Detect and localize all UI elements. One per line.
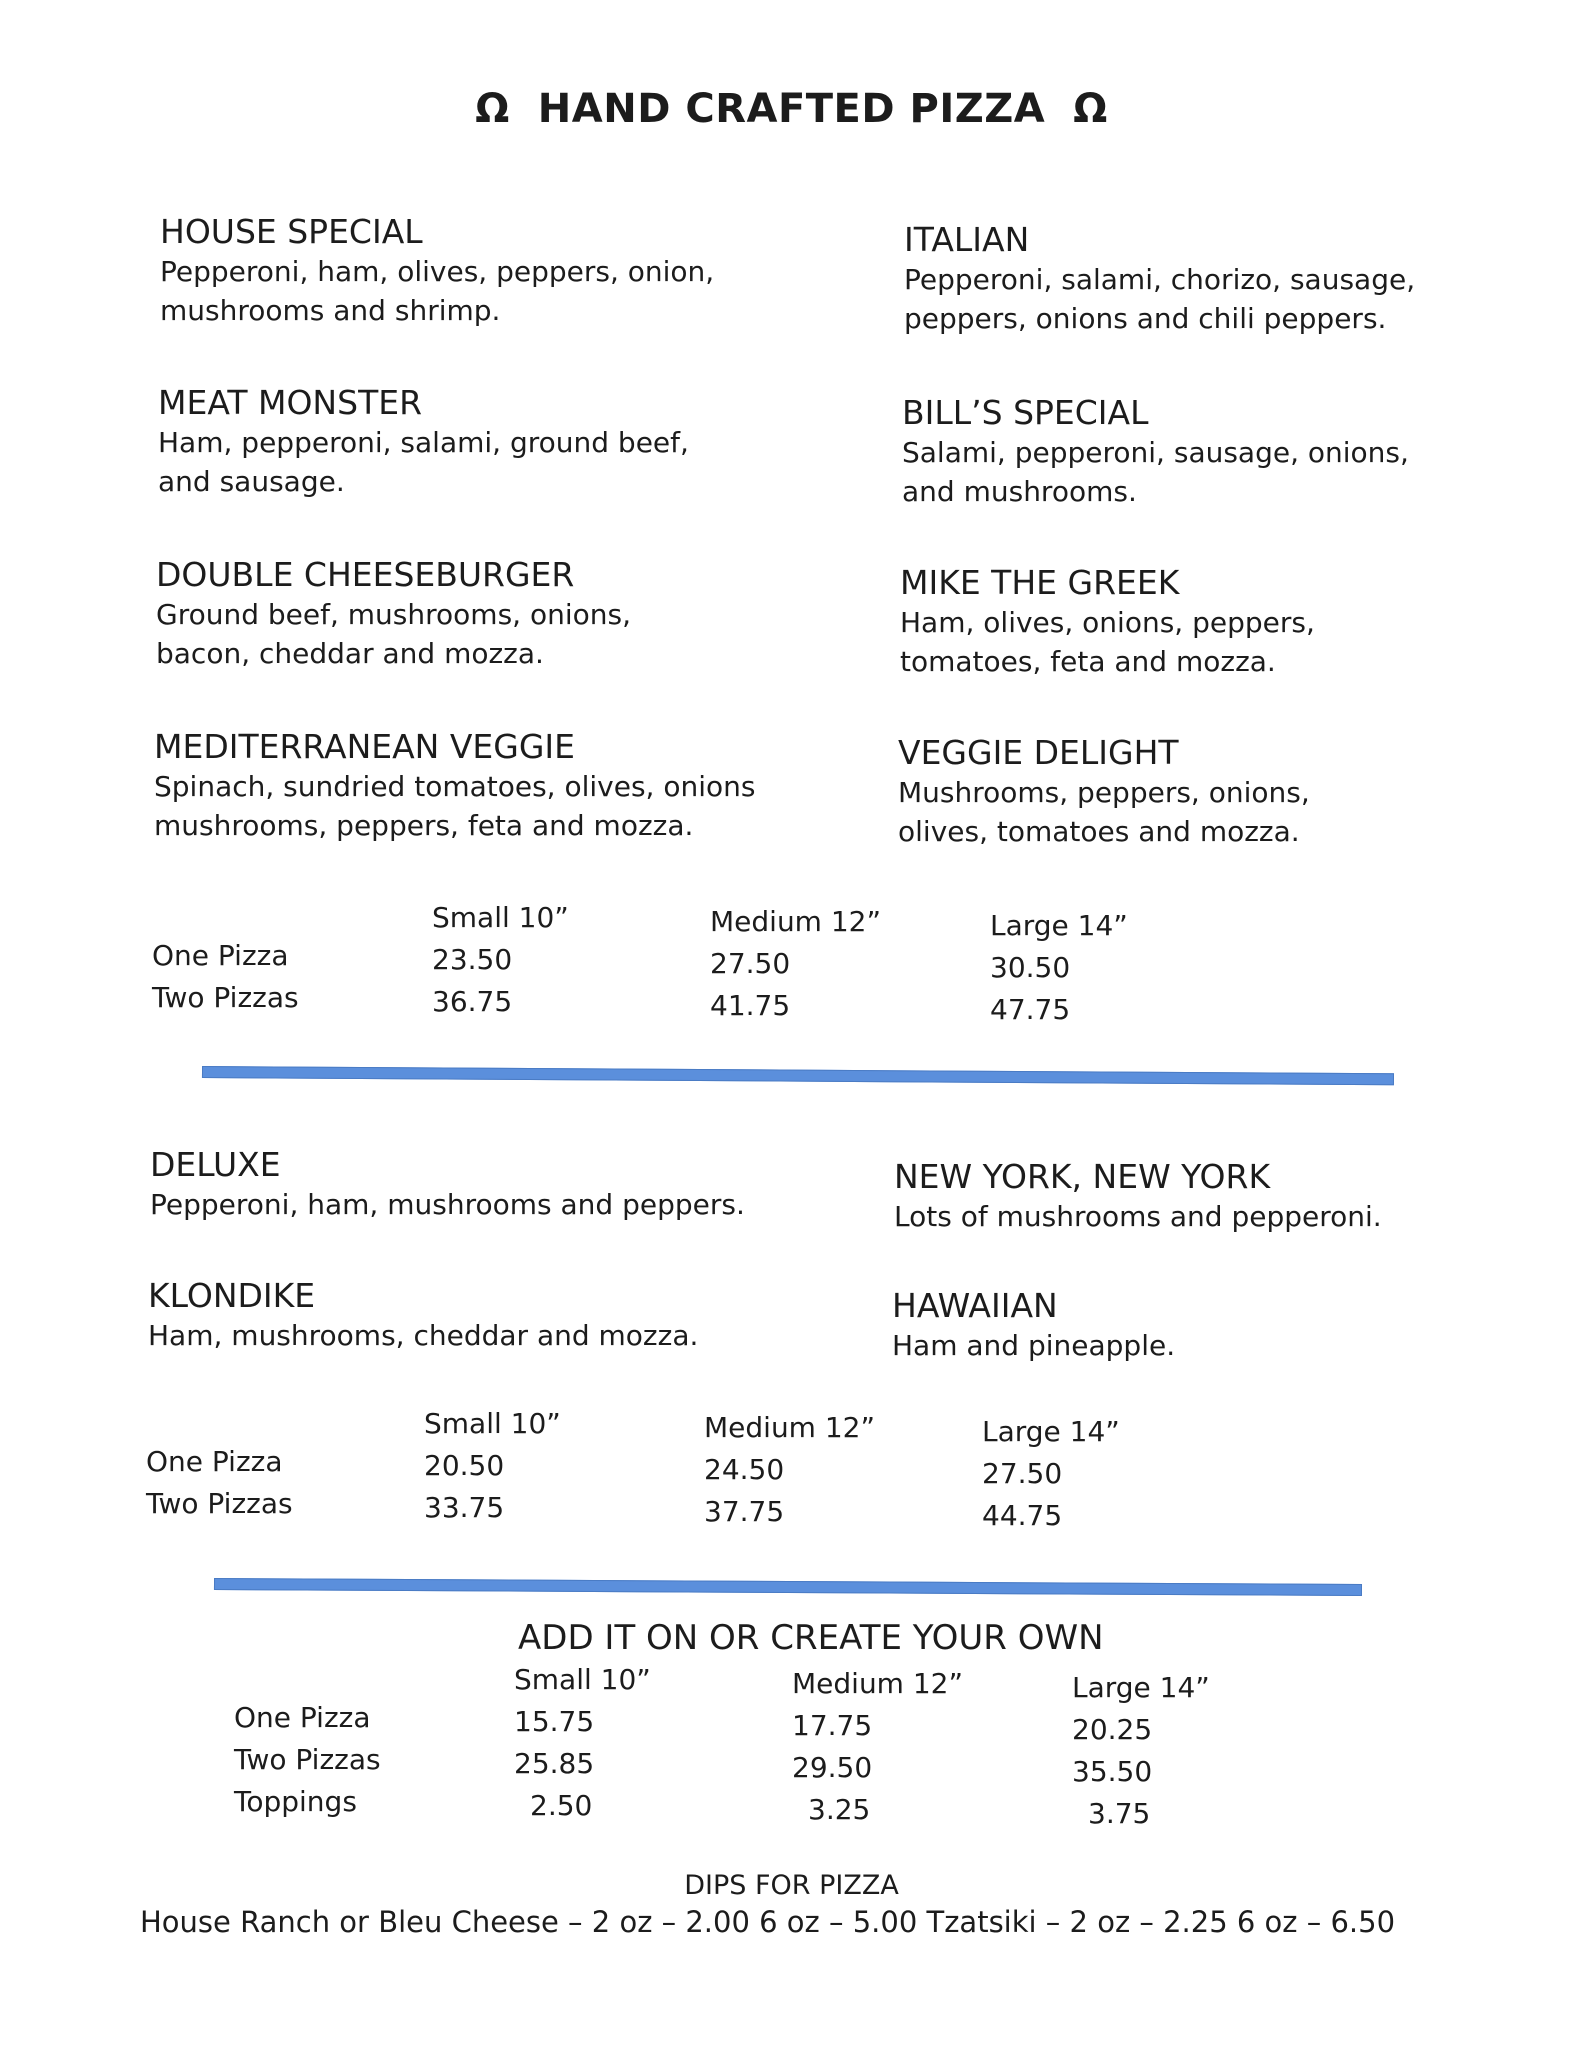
price-value: 27.50 xyxy=(710,947,791,980)
row-label: Two Pizzas xyxy=(146,1487,293,1520)
size-header: Medium 12” xyxy=(704,1411,875,1444)
pizza-description: Pepperoni, ham, mushrooms and peppers. xyxy=(150,1188,745,1221)
pizza-item xyxy=(898,733,1538,851)
pizza-description: Ham and pineapple. xyxy=(892,1329,1176,1362)
size-header: Large 14” xyxy=(982,1415,1120,1448)
pizza-item xyxy=(892,1286,1532,1365)
pizza-item xyxy=(150,1145,790,1224)
pizza-name: MIKE THE GREEK xyxy=(900,563,1180,602)
row-label: Two Pizzas xyxy=(152,981,299,1014)
pizza-description: Ham, mushrooms, cheddar and mozza. xyxy=(148,1319,699,1352)
pizza-name: VEGGIE DELIGHT xyxy=(898,733,1179,772)
price-value: 35.50 xyxy=(1072,1755,1153,1788)
pizza-name: MEAT MONSTER xyxy=(158,383,422,422)
pizza-description: Spinach, sundried tomatoes, olives, onions mushrooms, peppers, feta and mozza. xyxy=(154,770,756,842)
pizza-name: NEW YORK, NEW YORK xyxy=(894,1157,1271,1196)
pizza-item xyxy=(154,727,794,845)
pizza-description: Pepperoni, ham, olives, peppers, onion, mushrooms and shrimp. xyxy=(160,255,715,327)
row-label: One Pizza xyxy=(146,1445,283,1478)
price-value: 3.25 xyxy=(808,1793,871,1826)
price-value: 20.50 xyxy=(424,1449,505,1482)
price-value: 37.75 xyxy=(704,1495,785,1528)
pizza-item xyxy=(158,383,798,501)
pizza-name: HOUSE SPECIAL xyxy=(160,212,423,251)
pizza-name: DELUXE xyxy=(150,1145,281,1184)
pizza-name: DOUBLE CHEESEBURGER xyxy=(156,555,575,594)
pizza-description: Pepperoni, salami, chorizo, sausage, peppers, onions and chili peppers. xyxy=(904,263,1416,335)
pizza-description: Salami, pepperoni, sausage, onions, and mushrooms. xyxy=(902,436,1409,508)
price-value: 15.75 xyxy=(514,1705,595,1738)
dips-prices: House Ranch or Bleu Cheese – 2 oz – 2.00 6 oz – 5.00 Tzatsiki – 2 oz – 2.25 6 oz – 6.50 xyxy=(140,1905,1396,1939)
pizza-item xyxy=(156,555,796,673)
size-header: Medium 12” xyxy=(792,1667,963,1700)
price-value: 44.75 xyxy=(982,1499,1063,1532)
section-divider xyxy=(214,1578,1362,1596)
pizza-description: Ham, olives, onions, peppers, tomatoes, feta and mozza. xyxy=(900,606,1315,678)
size-header: Large 14” xyxy=(990,909,1128,942)
price-value: 33.75 xyxy=(424,1491,505,1524)
size-header: Small 10” xyxy=(432,901,569,934)
row-label: Toppings xyxy=(234,1785,357,1818)
pizza-name: ITALIAN xyxy=(904,220,1030,259)
pizza-description: Ground beef, mushrooms, onions, bacon, cheddar and mozza. xyxy=(156,598,631,670)
omega-left-glyph: Ω xyxy=(475,86,510,132)
pizza-description: Mushrooms, peppers, onions, olives, tomatoes and mozza. xyxy=(898,776,1310,848)
pizza-item xyxy=(902,393,1542,511)
price-value: 3.75 xyxy=(1088,1797,1151,1830)
row-label: Two Pizzas xyxy=(234,1743,381,1776)
size-header: Large 14” xyxy=(1072,1671,1210,1704)
menu-title xyxy=(0,86,1583,132)
pizza-name: MEDITERRANEAN VEGGIE xyxy=(154,727,576,766)
price-value: 27.50 xyxy=(982,1457,1063,1490)
pizza-description: Lots of mushrooms and pepperoni. xyxy=(894,1200,1382,1233)
price-value: 24.50 xyxy=(704,1453,785,1486)
pizza-item xyxy=(148,1276,788,1355)
pizza-name: BILL’S SPECIAL xyxy=(902,393,1149,432)
pizza-item xyxy=(894,1157,1534,1236)
pizza-description: Ham, pepperoni, salami, ground beef, and sausage. xyxy=(158,426,689,498)
row-label: One Pizza xyxy=(234,1701,371,1734)
pizza-name: HAWAIIAN xyxy=(892,1286,1058,1325)
size-header: Small 10” xyxy=(514,1663,651,1696)
dips-title: DIPS FOR PIZZA xyxy=(684,1870,899,1901)
price-value: 47.75 xyxy=(990,993,1071,1026)
size-header: Small 10” xyxy=(424,1407,561,1440)
pizza-item xyxy=(160,212,800,330)
price-value: 20.25 xyxy=(1072,1713,1153,1746)
pizza-item xyxy=(900,563,1540,681)
pizza-item xyxy=(904,220,1544,338)
price-value: 29.50 xyxy=(792,1751,873,1784)
menu-title-text: HAND CRAFTED PIZZA xyxy=(537,86,1046,132)
price-value: 17.75 xyxy=(792,1709,873,1742)
price-value: 25.85 xyxy=(514,1747,595,1780)
price-value: 30.50 xyxy=(990,951,1071,984)
size-header: Medium 12” xyxy=(710,905,881,938)
price-value: 2.50 xyxy=(530,1789,593,1822)
price-value: 41.75 xyxy=(710,989,791,1022)
omega-right-glyph: Ω xyxy=(1073,86,1108,132)
price-value: 23.50 xyxy=(432,943,513,976)
row-label: One Pizza xyxy=(152,939,289,972)
section-divider xyxy=(202,1066,1394,1085)
pizza-name: KLONDIKE xyxy=(148,1276,316,1315)
price-value: 36.75 xyxy=(432,985,513,1018)
create-your-own-title: ADD IT ON OR CREATE YOUR OWN xyxy=(518,1618,1104,1658)
